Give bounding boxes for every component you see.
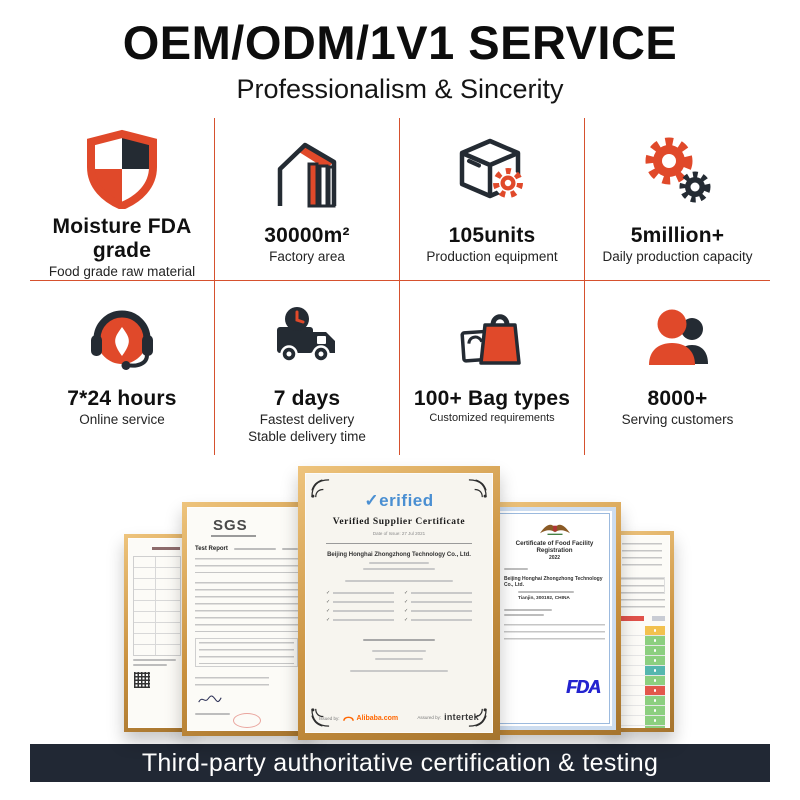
- result-row: [619, 666, 665, 676]
- feature-card: [400, 281, 585, 455]
- feature-subline: Factory area: [269, 249, 345, 264]
- checklist-item: ✓: [326, 617, 394, 623]
- certificate-sgs-test-report: [182, 502, 311, 736]
- factory-icon: [267, 128, 347, 220]
- shopping-bags-icon: [452, 291, 532, 383]
- features-grid: [30, 118, 770, 455]
- result-row: [619, 636, 665, 646]
- headset-icon: [82, 291, 162, 383]
- sgs-logo: SGS: [211, 517, 256, 537]
- bottom-banner: [30, 744, 770, 782]
- feature-subline: Stable delivery time: [248, 429, 366, 445]
- certificate-verified-supplier: [298, 466, 500, 740]
- stamp-icon: [233, 713, 261, 728]
- company-name: Beijing Honghai Zhongzhong Technology Co., Ltd.: [504, 576, 603, 588]
- result-row: [619, 696, 665, 706]
- page-title: OEM/ODM/1V1 SERVICE: [122, 16, 678, 69]
- feature-subline: Customized requirements: [429, 412, 555, 424]
- checklist-item: ✓: [326, 599, 394, 605]
- fda-certificate-title: Certificate of Food Facility Registration: [515, 540, 594, 554]
- verified-logo: ✓erified: [364, 491, 434, 510]
- feature-card: [585, 281, 770, 455]
- feature-card: [30, 281, 215, 455]
- feature-subline: Production equipment: [426, 249, 558, 264]
- qr-code: [134, 672, 150, 688]
- gears-icon: [638, 128, 718, 220]
- result-row: [619, 686, 665, 696]
- eagle-emblem-icon: [539, 521, 571, 536]
- page-subtitle: Professionalism & Sincerity: [236, 74, 564, 105]
- checklist-item: ✓: [404, 617, 472, 623]
- feature-card: [585, 118, 770, 281]
- flourish-icon: [310, 478, 331, 499]
- report-table: [133, 556, 181, 656]
- assessment-checklist: [326, 590, 472, 623]
- feature-headline: Moisture FDA grade: [52, 214, 192, 262]
- verified-certificate-title: Verified Supplier Certificate: [332, 517, 466, 527]
- feature-card: [215, 118, 400, 281]
- alibaba-swoosh-icon: [343, 714, 354, 722]
- feature-headline: 30000m²: [264, 224, 350, 247]
- checklist-item: ✓: [404, 608, 472, 614]
- assured-by-label: Assured by:: [417, 714, 442, 720]
- equipment-box-icon: [452, 128, 532, 220]
- checklist-item: ✓: [326, 608, 394, 614]
- feature-subline: Online service: [79, 412, 165, 427]
- result-row: [619, 716, 665, 726]
- delivery-truck-icon: [267, 291, 347, 383]
- banner-text: Third-party authoritative certification & testing: [141, 748, 659, 777]
- feature-headline: 105units: [448, 224, 536, 247]
- shield-icon: [82, 128, 162, 211]
- feature-subline: Daily production capacity: [602, 249, 753, 264]
- flourish-icon: [467, 478, 488, 499]
- result-row: [619, 726, 665, 728]
- result-row: [619, 706, 665, 716]
- feature-subline: Serving customers: [621, 412, 734, 427]
- fda-certificate-year: 2022: [548, 555, 561, 561]
- feature-subline: Food grade raw material: [48, 263, 196, 279]
- result-row: [619, 626, 665, 636]
- alibaba-logo: Alibaba.com: [356, 714, 399, 722]
- report-header-bar: [619, 616, 665, 621]
- certificate-fda-registration: [488, 502, 621, 735]
- feature-headline: 5million+: [630, 224, 725, 247]
- company-country: Tianjin, 300192, CHINA: [518, 596, 570, 601]
- customers-icon: [638, 291, 718, 383]
- checklist-item: ✓: [404, 599, 472, 605]
- checklist-item: ✓: [404, 590, 472, 596]
- page-header: [0, 18, 800, 105]
- sgs-report-title: Test Report: [195, 546, 228, 552]
- issued-by-label: Issued by:: [319, 715, 340, 721]
- fda-logo: FDA: [566, 677, 600, 697]
- feature-headline: 7*24 hours: [67, 387, 177, 410]
- certificate-chinese-test-report: [124, 534, 190, 732]
- checklist-item: ✓: [326, 590, 394, 596]
- result-row: [619, 646, 665, 656]
- feature-card: [215, 281, 400, 455]
- result-color-table: [619, 626, 665, 728]
- signature-icon: [197, 694, 223, 705]
- issue-date-line: Date of Issue: 27 Jul 2021: [372, 531, 426, 536]
- feature-headline: 100+ Bag types: [413, 387, 571, 410]
- result-row: [619, 676, 665, 686]
- feature-headline: 7 days: [273, 387, 341, 410]
- report-title-line: [152, 547, 180, 550]
- feature-subline: Fastest delivery: [259, 412, 355, 427]
- feature-headline: 8000+: [647, 387, 708, 410]
- feature-card: [30, 118, 215, 281]
- feature-card: [400, 118, 585, 281]
- company-name: Beijing Honghai Zhongzhong Technology Co., Ltd.: [327, 552, 471, 558]
- result-row: [619, 656, 665, 666]
- intertek-logo: intertek: [444, 712, 479, 722]
